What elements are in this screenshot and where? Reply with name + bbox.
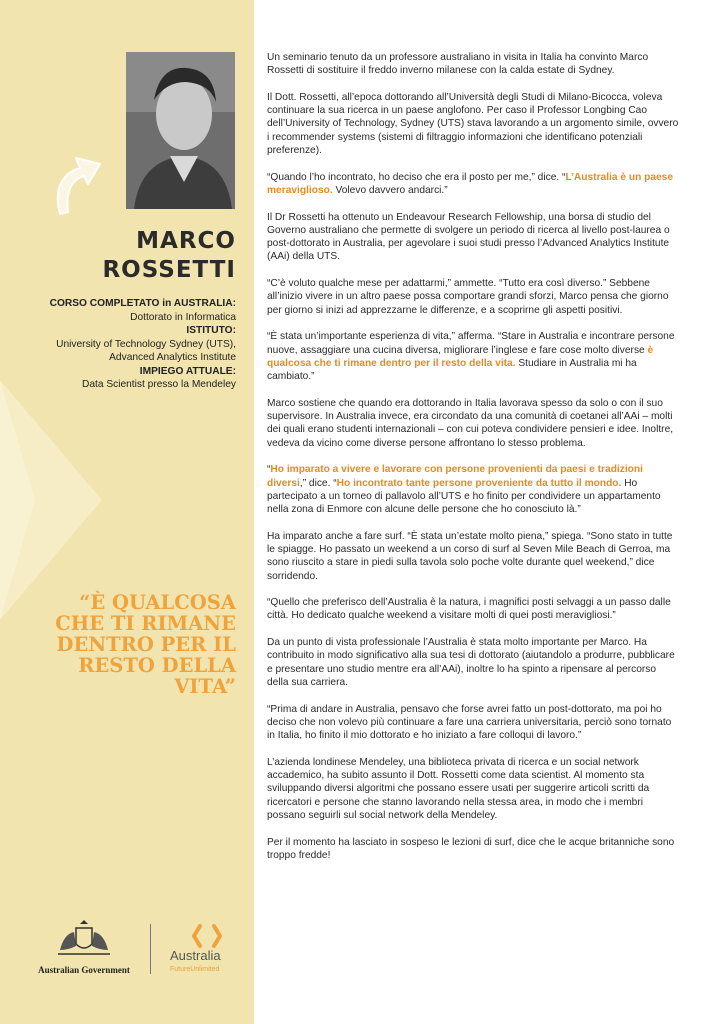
footer-divider xyxy=(150,924,151,974)
article-paragraph-11: Da un punto di vista professionale l’Australia è stata molto importante per Marco. Ha contribuito in modo significativo alla sua tesi di dottorato (aiutandolo a produrre, pubblicare e presentare uno studio mentre era all’AAi), inoltre lo ha spinto a ripensare al percorso della sua carriera. xyxy=(267,637,675,688)
article-paragraph-10: “Quello che preferisco dell’Australia è la natura, i magnifici posti selvaggi a un passo dalle città. Ho dedicato qualche weekend a visitare molti di quei posti meravigliosi.” xyxy=(267,597,671,622)
job-label: IMPIEGO ATTUALE: xyxy=(139,365,236,377)
australia-future-unlimited-logo xyxy=(170,924,230,973)
article-paragraph-14: Per il momento ha lasciato in sospeso le lezioni di surf, dice che le acque britanniche sono troppo fredde! xyxy=(267,836,675,861)
job-value: Data Scientist presso la Mendeley xyxy=(81,379,236,390)
future-unlimited-label: FutureUnlimited xyxy=(170,966,220,973)
article-body xyxy=(267,51,679,875)
coat-of-arms-icon xyxy=(54,920,114,958)
article-paragraph-5: “C’è voluto qualche mese per adattarmi,” ammette. “Tutto era così diverso.” Sebbene all’inizio vivere in un altro paese possa comportare grandi sforzi, Marco pensa che giorno per giorno si inizi ad apprezzarne le differenze, e a scoprirne gli aspetti positivi. xyxy=(267,278,669,316)
institute-value-line1: University of Technology Sydney (UTS), xyxy=(56,338,236,350)
institute-label: ISTITUTO: xyxy=(186,325,236,336)
highlight-text: Ho imparato a vivere e lavorare con persone provenienti da paesi e tradizioni diversi xyxy=(267,464,643,489)
article-paragraph-9: Ha imparato anche a fare surf. “È stata un’estate molto piena,” spiega. “Sono stato in tutte le spiagge. Ho passato un weekend a un corso di surf al Seven Mile Beach di Gerroa, ma sono riuscito a stare in piedi sulla tavola solo poche volte durante quel weekend,” dice sorridendo. xyxy=(267,530,673,582)
article-paragraph-6 xyxy=(267,330,679,383)
sidebar xyxy=(0,0,254,1024)
profile-photo xyxy=(126,52,235,209)
text-run: “Quando l’ho incontrato, ho deciso che era il posto per me,” dice. “ xyxy=(267,171,566,183)
pull-quote-line3: DENTRO PER IL xyxy=(56,633,236,656)
australian-government-label: Australian Government xyxy=(38,965,130,975)
article-paragraph-8 xyxy=(267,463,679,516)
australia-label: Australia xyxy=(170,948,221,963)
text-run: Studiare in Australia mi ha cambiato.” xyxy=(267,357,637,383)
highlight-text: è qualcosa che ti rimane dentro per il resto della vita. xyxy=(267,344,654,369)
arrow-icon xyxy=(50,152,106,218)
highlight-text: Ho incontrato tante persone proveniente da tutto il mondo. xyxy=(336,477,622,489)
text-run: Ho partecipato a un torneo di pallavolo all’UTS e ho finito per condividere un appartamento nella zona di Enmore con alcune delle persone che ho conosciuto là.” xyxy=(267,477,661,516)
text-run: “È stata un’importante esperienza di vita,” afferma. “Stare in Australia e incontrare persone nuove, assaggiare una cucina diversa, migliorare l’inglese e fare cose molto diverse xyxy=(267,331,675,356)
pull-quote-line5: VITA” xyxy=(174,675,236,698)
institute-value-line2: Advanced Analytics Institute xyxy=(109,352,236,363)
article-paragraph-7: Marco sostiene che quando era dottorando in Italia lavorava spesso da solo o con il suo supervisore. In Australia invece, era circondato da una comunità di coetanei all’AAi – molti dei quali erano studenti internazionali – con cui poteva condividere pensieri e idee. Inoltre, vedeva da vicino come diverse persone affrontano lo stesso problema. xyxy=(267,397,674,449)
article-paragraph-12: “Prima di andare in Australia, pensavo che forse avrei fatto un post-dottorato, ma poi ho deciso che non volevo più continuare a fare una carriera universitaria, perciò sono tornato in Italia, ho finito il mio dottorato e ho iniziato a fare colloqui di lavoro.” xyxy=(267,703,672,742)
footer-logos xyxy=(34,920,244,980)
profile-name-line1: MARCO xyxy=(136,228,236,254)
pull-quote xyxy=(26,592,236,697)
profile-info xyxy=(16,297,236,392)
text-run: “ xyxy=(267,464,271,476)
course-value: Dottorato in Informatica xyxy=(130,311,236,323)
text-run: ,” dice. “ xyxy=(299,477,337,489)
article-paragraph-1: Un seminario tenuto da un professore australiano in visita in Italia ha convinto Marco Rossetti di sostituire il freddo inverno milanese con la calda estate di Sydney. xyxy=(267,52,649,77)
australia-brackets-icon xyxy=(170,924,230,948)
profile-name xyxy=(102,227,236,285)
pull-quote-line1: “È QUALCOSA xyxy=(79,591,236,614)
article-paragraph-4: Il Dr Rossetti ha ottenuto un Endeavour Research Fellowship, una borsa di studio del Governo australiano che permette di svolgere un periodo di ricerca al livello post-laurea o post-dottorato in Australia, per agevolare i suoi studi presso l’Advanced Analytics Institute (AAi) della UTS. xyxy=(267,211,670,263)
profile-name-line2: ROSSETTI xyxy=(102,257,236,283)
course-label: CORSO COMPLETATO in AUSTRALIA: xyxy=(49,298,236,309)
australian-government-logo xyxy=(34,920,134,975)
pull-quote-line4: RESTO DELLA xyxy=(78,654,236,677)
text-run: Volevo davvero andarci.” xyxy=(332,184,448,196)
article-paragraph-13: L’azienda londinese Mendeley, una biblioteca privata di ricerca e un social network accademico, ha subito assunto il Dott. Rossetti come data scientist. Al momento sta sviluppando diversi algoritmi che possano essere usati per suggerire articoli scritti da ricercatori e persone che stanno lavorando nella stessa area, in modo che i membri possano seguirli sul social network della Mendeley. xyxy=(267,756,650,821)
pull-quote-line2: CHE TI RIMANE xyxy=(55,612,236,635)
article-paragraph-3 xyxy=(267,171,679,198)
article-paragraph-2: Il Dott. Rossetti, all’epoca dottorando all’Università degli Studi di Milano-Bicocca, voleva continuare la sua ricerca in un paese anglofono. Per caso il Professor Longbing Cao dell’University of Technology, Sydney (UTS) stava lavorando a un argomento simile, ovvero i recommender systems (sistemi di filtraggio informazioni che identificano potenziali preferenze). xyxy=(267,91,679,157)
highlight-text: L’Australia è un paese meraviglioso. xyxy=(267,171,674,196)
